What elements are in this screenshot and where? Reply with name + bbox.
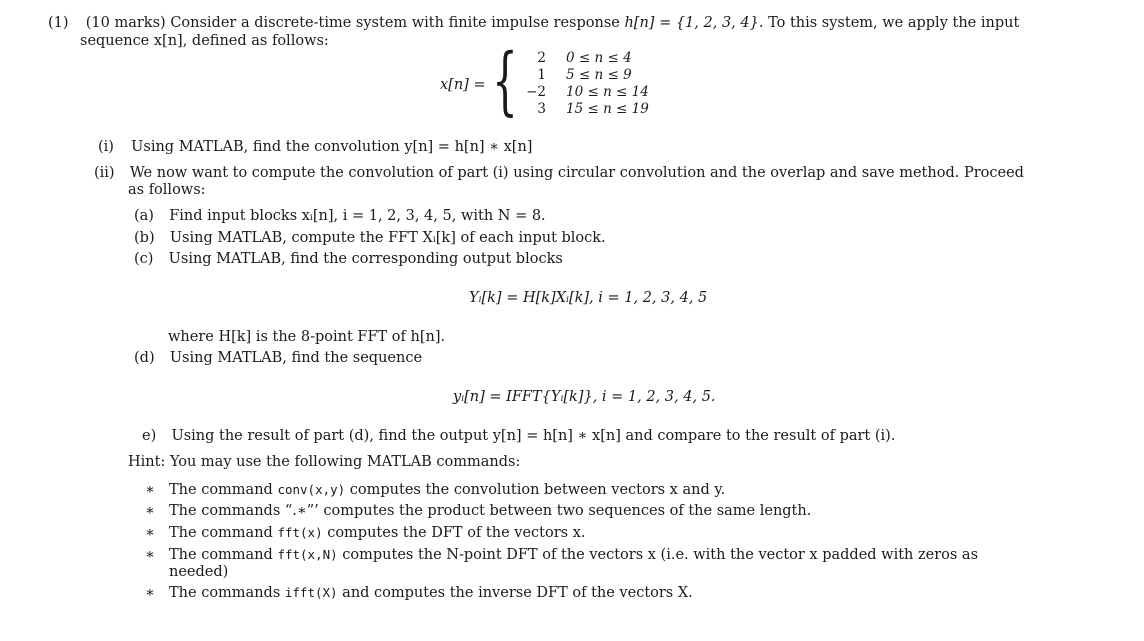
piecewise-value: −2 <box>526 84 546 100</box>
subpart-e-label: e) <box>142 428 157 444</box>
hint-item-cont: needed) <box>169 564 229 580</box>
hint-item: ∗ The command fft(x) computes the DFT of the vectors x. <box>145 525 586 541</box>
problem-marks: (10 marks) <box>85 15 166 31</box>
piecewise-input-definition <box>440 38 680 124</box>
piecewise-condition: 5 ≤ n ≤ 9 <box>566 67 632 83</box>
hint-item: ∗ The commands “.∗”’ computes the product between two sequences of the same length. <box>145 503 812 519</box>
piecewise-condition: 10 ≤ n ≤ 14 <box>566 84 649 100</box>
equation-ifft: yᵢ[n] = IFFT{Yᵢ[k]}, i = 1, 2, 3, 4, 5. <box>453 389 716 405</box>
part-ii-text-cont: as follows: <box>128 182 206 198</box>
piecewise-lhs: x[n] = <box>440 77 486 93</box>
subpart-d-label: (d) <box>134 350 155 366</box>
problem-number: (1) <box>48 15 69 31</box>
impulse-response-definition: h[n] = {1, 2, 3, 4} <box>624 15 759 31</box>
subpart-a-label: (a) <box>134 208 154 224</box>
piecewise-condition: 0 ≤ n ≤ 4 <box>566 50 632 66</box>
where-h-definition: where H[k] is the 8-point FFT of h[n]. <box>168 329 446 345</box>
bullet-icon: ∗ <box>145 585 155 601</box>
part-i-label: (i) <box>98 139 114 155</box>
problem-intro-line2: sequence x[n], defined as follows: <box>80 33 329 49</box>
hint-item: ∗ The command fft(x,N) computes the N-point DFT of the vectors x (i.e. with the vector x padded with zeros as <box>145 547 979 563</box>
problem-intro-a: Consider a discrete-time system with finite impulse response <box>170 15 620 31</box>
code-snippet: fft(x,N) <box>277 547 338 562</box>
subpart-c-text: Using MATLAB, find the corresponding output blocks <box>168 251 563 267</box>
subpart-d-text: Using MATLAB, find the sequence <box>169 350 423 366</box>
part-ii <box>94 164 1024 182</box>
equation-output-blocks: Yᵢ[k] = H[k]Xᵢ[k], i = 1, 2, 3, 4, 5 <box>469 290 708 306</box>
subpart-c-label: (c) <box>134 251 154 267</box>
subpart-b-label: (b) <box>134 230 155 246</box>
bullet-icon: ∗ <box>145 482 155 498</box>
hint-item: ∗ The commands ifft(X) and computes the inverse DFT of the vectors X. <box>145 585 693 601</box>
subpart-b-text: Using MATLAB, compute the FFT Xᵢ[k] of each input block. <box>169 230 606 246</box>
part-ii-text: We now want to compute the convolution of part (i) using circular convolution and the overlap and save method. Proceed <box>129 165 1024 181</box>
code-snippet: conv(x,y) <box>277 482 346 497</box>
problem-intro-line1: (1) (10 marks) Consider a discrete-time system with finite impulse response h[n] = {1, 2, 3, 4}. To this system, we apply the input <box>48 15 1020 31</box>
part-ii-label: (ii) <box>94 165 115 181</box>
bullet-icon: ∗ <box>145 525 155 541</box>
subpart-e-text: Using the result of part (d), find the output y[n] = h[n] ∗ x[n] and compare to the result of part (i). <box>171 428 896 444</box>
subpart-e <box>142 427 895 445</box>
part-i <box>98 138 532 156</box>
bullet-icon: ∗ <box>145 503 155 519</box>
subpart-c <box>134 250 563 268</box>
code-snippet: fft(x) <box>277 525 323 540</box>
bullet-icon: ∗ <box>145 547 155 563</box>
subpart-a-text: Find input blocks xᵢ[n], i = 1, 2, 3, 4, 5, with N = 8. <box>169 208 546 224</box>
piecewise-condition: 15 ≤ n ≤ 19 <box>566 101 649 117</box>
subpart-a <box>134 207 546 225</box>
subpart-d <box>134 349 422 367</box>
problem-intro-b: To this system, we apply the input <box>768 15 1020 31</box>
left-brace-icon: { <box>492 38 518 124</box>
hint-item: ∗ The command conv(x,y) computes the convolution between vectors x and y. <box>145 482 726 498</box>
code-snippet: ifft(X) <box>284 585 338 600</box>
piecewise-value: 1 <box>537 67 546 83</box>
hint-title: Hint: You may use the following MATLAB commands: <box>128 454 521 470</box>
subpart-b <box>134 229 606 247</box>
piecewise-value: 3 <box>537 101 546 117</box>
part-i-text: Using MATLAB, find the convolution y[n] = h[n] ∗ x[n] <box>131 139 533 155</box>
piecewise-value: 2 <box>537 50 546 66</box>
